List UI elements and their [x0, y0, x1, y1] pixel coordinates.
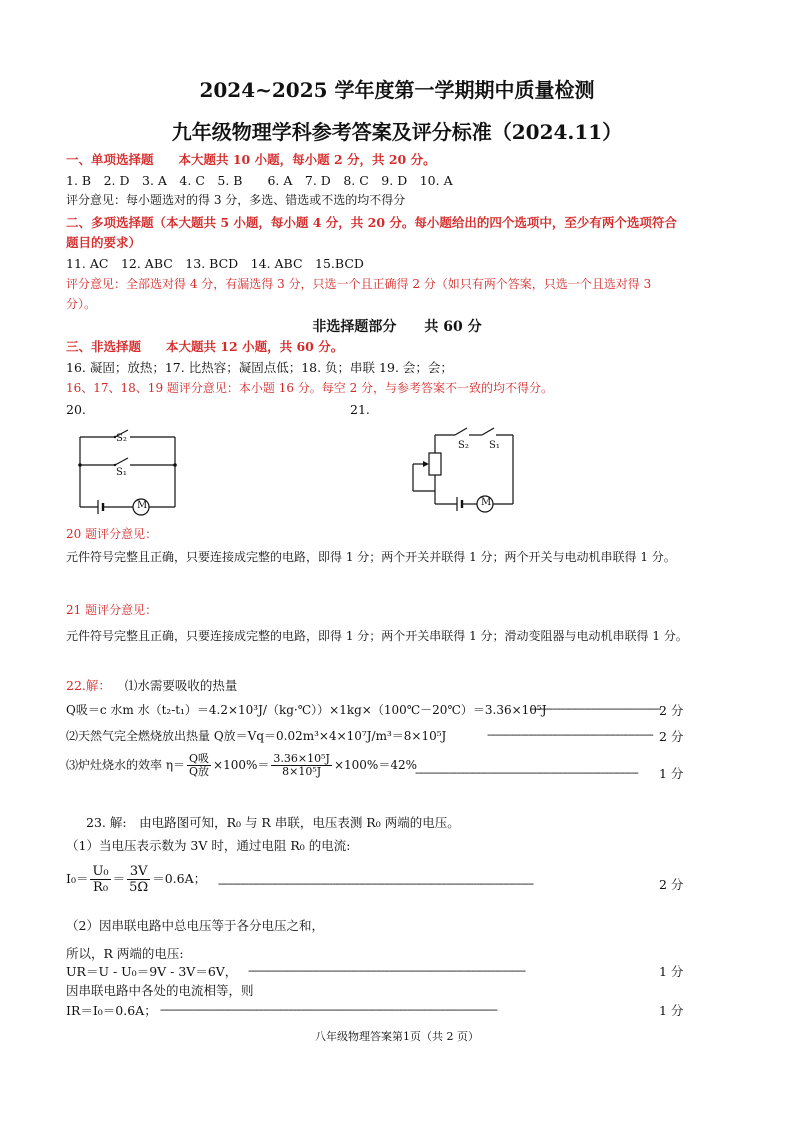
q22-step3-mid: ×100%＝ — [213, 758, 270, 772]
section1-note: 评分意见：每小题选对的得 3 分，多选、错选或不选的均不得分 — [66, 193, 406, 207]
q22-step3-frac2-den: 8×10⁵J — [282, 765, 322, 778]
document-subtitle: 九年级物理学科参考答案及评分标准（2024.11） — [171, 120, 623, 144]
nonchoice-note: 16、17、18、19 题评分意见：本小题 16 分。每空 2 分，与参考答案不一致的均不得分。 — [66, 381, 554, 395]
nonchoice-heading: 三、非选择题 本大题共 12 小题，共 60 分。 — [66, 339, 344, 354]
q21-s1-label: S₁ — [489, 440, 500, 451]
q22-step1-title: ⑴水需要吸收的热量 — [124, 678, 238, 693]
q23-ir: IR＝I₀＝0.6A； — [66, 1003, 157, 1018]
q23-ir-score: 1 分 — [659, 1003, 684, 1018]
q23-ur-score: 1 分 — [659, 964, 684, 979]
q23-i0-frac2-num: 3V — [127, 864, 150, 880]
q20-note-title: 20 题评分意见： — [66, 527, 158, 541]
q20-circuit-diagram — [70, 425, 190, 520]
q22-step3-frac2-num: 3.36×10⁵J — [273, 752, 330, 765]
q23-i0-score: 2 分 — [659, 877, 684, 892]
q23-part1: （1）当电压表示数为 3V 时，通过电阻 R₀ 的电流: — [66, 838, 351, 853]
q21-note-title: 21 题评分意见： — [66, 603, 158, 617]
nonchoice-heading-wrap — [66, 337, 343, 355]
q22-step2-leader: ------------------------------------------------------------- — [487, 728, 653, 741]
page-footer: 八年级物理答案第1页（共 2 页） — [315, 1030, 479, 1043]
q22-step1-score: 2 分 — [659, 703, 684, 718]
q22-step3 — [66, 753, 417, 778]
q20-s1-label: S₁ — [116, 467, 127, 478]
q22-step2-score: 2 分 — [659, 729, 684, 744]
q21-number: 21. — [350, 402, 370, 417]
q23-i0-eq: ＝ — [112, 871, 126, 886]
section2-note-line2: 分）。 — [66, 297, 97, 311]
q20-motor-label: M — [137, 500, 148, 511]
q23-part4: 因串联电路中各处的电流相等，则 — [66, 983, 254, 998]
q23-part3: 所以，R 两端的电压: — [66, 946, 184, 961]
q20-note: 元件符号完整且正确，只要连接成完整的电路，即得 1 分；两个开关并联得 1 分；两个开关与电动机串联得 1 分。 — [66, 550, 676, 564]
q23-i0-leader: -------------------------------------------------------------------------------------------------------------------- — [218, 877, 534, 890]
q22-step3-score: 1 分 — [659, 766, 684, 781]
q22-step3-fraction1 — [187, 753, 211, 778]
q21-s2-label: S₂ — [458, 440, 469, 451]
q21-circuit-diagram — [405, 425, 525, 515]
q22-step3-frac1-num: Q吸 — [189, 752, 210, 765]
q22-step1-formula: Q吸＝c 水m 水（t₂-t₁）＝4.2×10³J/（kg·℃））×1kg×（100℃－20℃）＝3.36×10⁵J — [66, 703, 547, 717]
section1-answers: 1. B 2. D 3. A 4. C 5. B 6. A 7. D 8. C 9. D 10. A — [66, 173, 453, 188]
q22-step3-leader: ---------------------------------------------------------------------------------- — [415, 766, 638, 779]
q23-ur-leader: ------------------------------------------------------------------------------------------------------ — [248, 964, 526, 977]
q23-i0-line — [66, 864, 206, 895]
document-title: 2024~2025 学年度第一学期期中质量检测 — [199, 78, 595, 102]
nonchoice-part-title: 非选择题部分 共 60 分 — [312, 319, 482, 335]
section1-heading: 一、单项选择题 本大题共 10 小题，每小题 2 分，共 20 分。 — [66, 152, 436, 167]
q22-label: 22.解： — [66, 678, 111, 693]
q22-step3-fraction2 — [271, 753, 332, 778]
q21-note: 元件符号完整且正确，只要连接成完整的电路，即得 1 分；两个开关串联得 1 分；滑动变阻器与电动机串联得 1 分。 — [66, 629, 688, 643]
section2-heading-line1: 二、多项选择题（本大题共 5 小题，每小题 4 分，共 20 分。每小题给出的四个选项中，至少有两个选项符合 — [66, 215, 677, 230]
q23-ur: UR＝U - U₀＝9V - 3V＝6V， — [66, 964, 238, 979]
q22-step3-frac1-den: Q放 — [189, 765, 210, 778]
q20-s2-label: S₂ — [116, 433, 127, 444]
q20-number: 20. — [66, 402, 86, 417]
q21-motor-label: M — [481, 497, 492, 508]
nonchoice-answers: 16. 凝固；放热；17. 比热容；凝固点低；18. 负；串联 19. 会；会； — [66, 360, 453, 375]
q23-i0-frac1-num: U₀ — [92, 864, 109, 879]
q23-i0-frac2-den: 5Ω — [129, 880, 149, 895]
section2-heading-line2: 题目的要求） — [66, 235, 142, 250]
q22-step3-prefix: ⑶炉灶烧水的效率 η＝ — [66, 758, 186, 772]
q23-part2: （2）因串联电路中总电压等于各分电压之和， — [66, 918, 324, 933]
q22-step2-formula: ⑵天然气完全燃烧放出热量 Q放＝Vq＝0.02m³×4×10⁷J/m³＝8×10⁵J — [66, 729, 447, 743]
q22-step3-suffix: ×100%＝42% — [333, 758, 417, 772]
q23-i0-suffix: ＝0.6A； — [152, 871, 207, 886]
q23-ir-leader: ---------------------------------------------------------------------------------------------------------------------------- — [160, 1003, 497, 1016]
q23-intro: 23. 解: 由电路图可知，R₀ 与 R 串联，电压表测 R₀ 两端的电压。 — [86, 815, 460, 830]
section2-answers: 11. AC 12. ABC 13. BCD 14. ABC 15.BCD — [66, 256, 364, 271]
q23-i0-frac1-den: R₀ — [93, 880, 109, 895]
q23-i0-fraction2 — [127, 864, 150, 895]
section2-note-line1: 评分意见：全部选对得 4 分，有漏选得 3 分，只选一个且正确得 2 分（如只有两个答案，只选一个且选对得 3 — [66, 277, 652, 291]
q23-i0-fraction1 — [90, 864, 110, 895]
q22-step1-leader: ------------------------------------------------ — [530, 702, 661, 715]
q22-line-title — [66, 676, 237, 694]
q23-i0-prefix: I₀＝ — [66, 871, 89, 886]
